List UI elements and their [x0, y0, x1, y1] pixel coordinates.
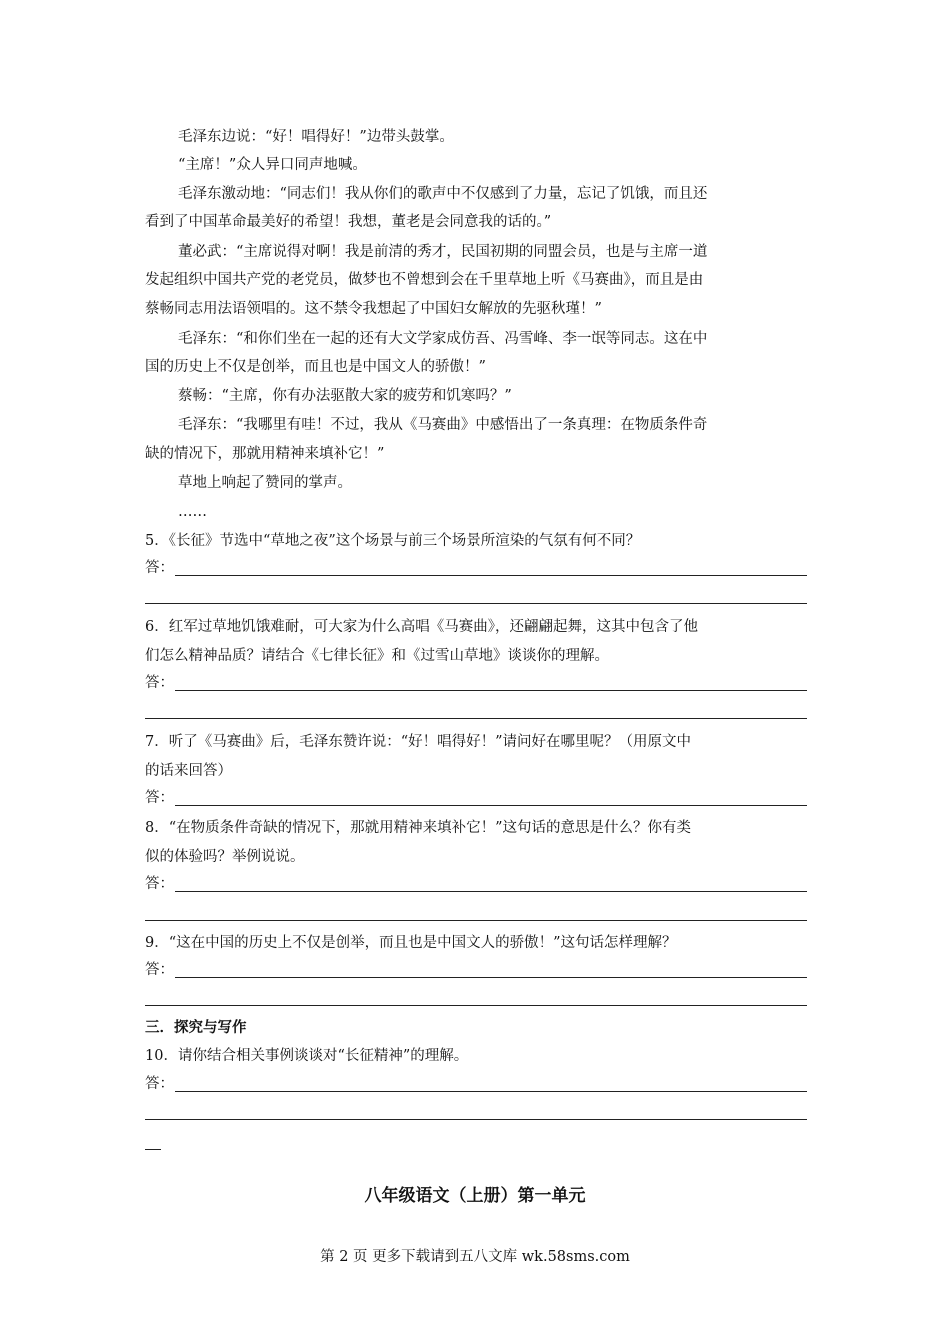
answer-label: 答： — [145, 675, 174, 691]
passage-line: 缺的情况下，那就用精神来填补它！” — [145, 446, 385, 462]
passage-line: 毛泽东：“和你们坐在一起的还有大文学家成仿吾、冯雪峰、李一氓等同志。这在中 — [178, 331, 708, 347]
answer-rule — [175, 977, 807, 978]
answer-label: 答： — [145, 560, 174, 576]
question-7-cont: 的话来回答） — [145, 763, 232, 779]
passage-line: “主席！”众人异口同声地喊。 — [178, 157, 367, 173]
answer-rule-extra[interactable] — [145, 603, 807, 604]
passage-line: 董必武：“主席说得对啊！我是前清的秀才，民国初期的同盟会员，也是与主席一道 — [178, 244, 708, 260]
answer-rule — [175, 690, 807, 691]
answer-rule — [175, 891, 807, 892]
passage-line: 发起组织中国共产党的老党员，做梦也不曾想到会在千里草地上听《马赛曲》，而且是由 — [145, 272, 704, 288]
answer-label: 答： — [145, 1076, 174, 1092]
unit-title: 八年级语文（上册）第一单元 — [364, 1186, 586, 1206]
answer-line-6[interactable] — [145, 673, 807, 693]
answer-rule — [175, 575, 807, 576]
question-6: 6．红军过草地饥饿难耐，可大家为什么高唱《马赛曲》，还翩翩起舞，这其中包含了他 — [145, 619, 698, 635]
section-3-heading: 三．探究与写作 — [145, 1019, 247, 1036]
passage-line: 蔡畅：“主席，你有办法驱散大家的疲劳和饥寒吗？” — [178, 388, 512, 404]
question-9: 9．“这在中国的历史上不仅是创举，而且也是中国文人的骄傲！”这句话怎样理解？ — [145, 935, 677, 951]
answer-rule-extra[interactable] — [145, 920, 807, 921]
passage-line: 国的历史上不仅是创举，而且也是中国文人的骄傲！” — [145, 359, 486, 375]
answer-rule-extra[interactable] — [145, 1119, 807, 1120]
question-7: 7．听了《马赛曲》后，毛泽东赞许说：“好！唱得好！”请问好在哪里呢？（用原文中 — [145, 734, 692, 750]
passage-line: 看到了中国革命最美好的希望！我想，董老是会同意我的话的。” — [145, 214, 552, 230]
passage-line: 毛泽东：“我哪里有哇！不过，我从《马赛曲》中感悟出了一条真理：在物质条件奇 — [178, 417, 708, 433]
question-8-cont: 似的体验吗？举例说说。 — [145, 849, 305, 865]
answer-label: 答： — [145, 962, 174, 978]
passage-line: 毛泽东激动地：“同志们！我从你们的歌声中不仅感到了力量，忘记了饥饿，而且还 — [178, 186, 708, 202]
passage-line: 蔡畅同志用法语领唱的。这不禁令我想起了中国妇女解放的先驱秋瑾！” — [145, 301, 602, 317]
question-5: 5．《长征》节选中“草地之夜”这个场景与前三个场景所渲染的气氛有何不同？ — [145, 533, 641, 549]
answer-line-5[interactable] — [145, 558, 807, 578]
answer-line-7[interactable] — [145, 788, 807, 808]
answer-line-9[interactable] — [145, 960, 807, 980]
passage-line: 草地上响起了赞同的掌声。 — [178, 475, 352, 491]
answer-label: 答： — [145, 790, 174, 806]
answer-line-10[interactable] — [145, 1074, 807, 1094]
answer-rule-extra[interactable] — [145, 718, 807, 719]
question-10: 10．请你结合相关事例谈谈对“长征精神”的理解。 — [145, 1048, 469, 1064]
passage-line: 毛泽东边说：“好！唱得好！”边带头鼓掌。 — [178, 129, 454, 145]
page-footer: 第 2 页 更多下载请到五八文库 wk.58sms.com — [320, 1249, 630, 1265]
answer-label: 答： — [145, 876, 174, 892]
question-8: 8．“在物质条件奇缺的情况下，那就用精神来填补它！”这句话的意思是什么？你有类 — [145, 820, 692, 836]
question-6-cont: 们怎么精神品质？请结合《七律长征》和《过雪山草地》谈谈你的理解。 — [145, 648, 609, 664]
trailing-dash — [145, 1149, 161, 1150]
answer-line-8[interactable] — [145, 874, 807, 894]
passage-ellipsis: …… — [178, 504, 207, 520]
answer-rule — [175, 805, 807, 806]
answer-rule-extra[interactable] — [145, 1005, 807, 1006]
answer-rule — [175, 1091, 807, 1092]
